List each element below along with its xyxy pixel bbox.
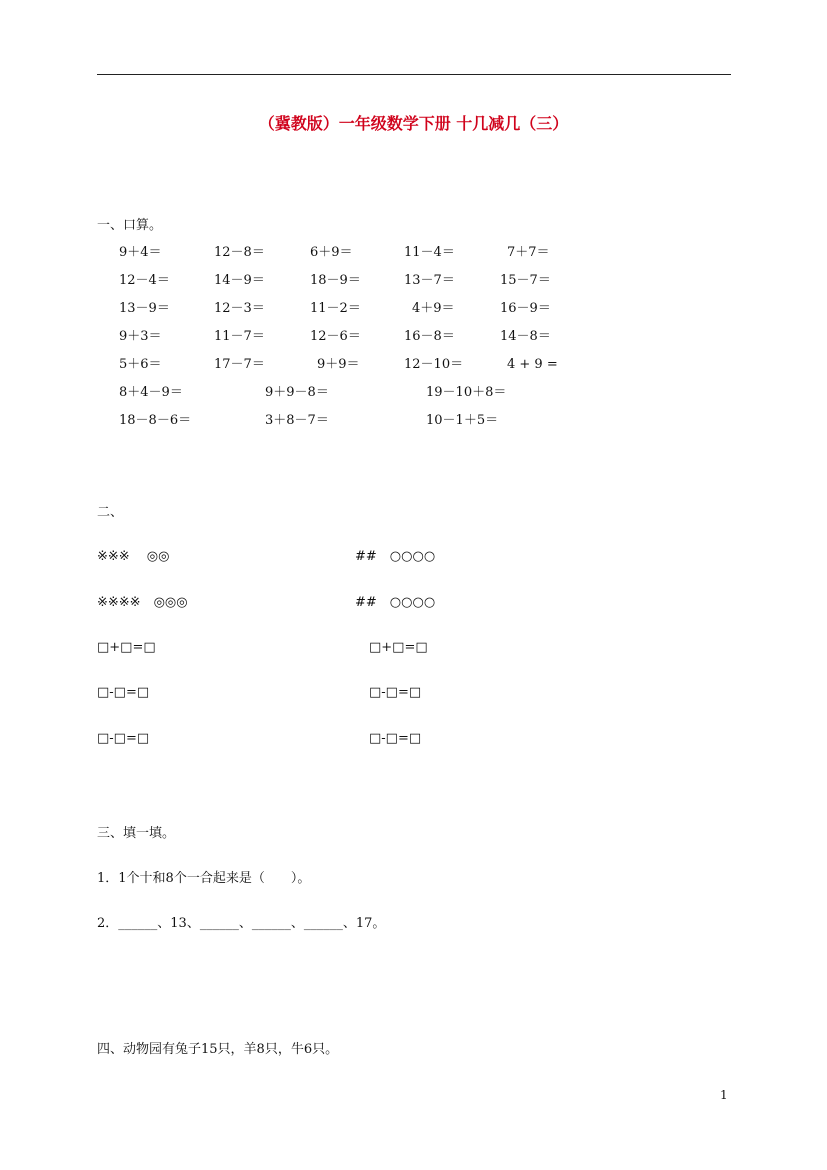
calc-item: 8＋4－9＝ <box>119 385 183 400</box>
calc-item: 4＋9＝ <box>412 301 455 316</box>
calc-item: 13－7＝ <box>404 273 455 288</box>
calc-item: 18－9＝ <box>310 273 361 288</box>
calc-item: 12－4＝ <box>119 273 170 288</box>
calc-item: 9＋4＝ <box>119 245 162 260</box>
calc-item: 18－8－6＝ <box>119 413 192 428</box>
calc-item: 5＋6＝ <box>119 357 162 372</box>
calc-item: 9＋3＝ <box>119 329 162 344</box>
document-title: （冀教版）一年级数学下册 十几减几（三） <box>258 114 569 133</box>
fill-question-1: 1．1个十和8个一合起来是（ ）。 <box>97 871 311 886</box>
calc-item: 14－8＝ <box>500 329 551 344</box>
calc-item: 9＋9＝ <box>317 357 360 372</box>
picture-group-left: ※※※※ ◎◎◎ <box>97 595 188 610</box>
page-number: 1 <box>720 1088 728 1102</box>
calc-item: 11－2＝ <box>310 301 361 316</box>
calc-item: 11－7＝ <box>214 329 265 344</box>
calc-item: 10－1＋5＝ <box>426 413 499 428</box>
equation-template: □+□=□ <box>369 640 428 655</box>
section2-heading: 二、 <box>97 505 124 520</box>
section4-heading: 四、动物园有兔子15只，羊8只，牛6只。 <box>97 1042 339 1057</box>
calc-item: 9＋9－8＝ <box>265 385 329 400</box>
equation-template: □-□=□ <box>97 731 150 746</box>
section1-heading: 一、口算。 <box>97 218 163 233</box>
section3-heading: 三、填一填。 <box>97 826 176 841</box>
calc-item: 12－3＝ <box>214 301 265 316</box>
calc-item: 17－7＝ <box>214 357 265 372</box>
calc-item: 14－9＝ <box>214 273 265 288</box>
calc-item: 6＋9＝ <box>310 245 353 260</box>
equation-template: □+□=□ <box>97 640 156 655</box>
calc-item: 15－7＝ <box>500 273 551 288</box>
calc-item: 12－8＝ <box>214 245 265 260</box>
calc-item: 13－9＝ <box>119 301 170 316</box>
calc-item: 3＋8－7＝ <box>265 413 329 428</box>
fill-question-2: 2．______、13、______、______、______、17。 <box>97 916 386 931</box>
calc-item: 12－6＝ <box>310 329 361 344</box>
calc-item: 11－4＝ <box>404 245 455 260</box>
header-rule <box>97 74 731 75</box>
equation-template: □-□=□ <box>97 685 150 700</box>
picture-group-right: ## ○○○○ <box>355 549 436 564</box>
equation-template: □-□=□ <box>369 731 422 746</box>
calc-item: 7＋7＝ <box>507 245 550 260</box>
equation-template: □-□=□ <box>369 685 422 700</box>
calc-item: 16－8＝ <box>404 329 455 344</box>
picture-group-right: ## ○○○○ <box>355 595 436 610</box>
calc-item: 16－9＝ <box>500 301 551 316</box>
calc-item: 4 + 9 = <box>507 357 558 372</box>
picture-group-left: ※※※ ◎◎ <box>97 549 170 564</box>
calc-item: 12－10＝ <box>404 357 464 372</box>
calc-item: 19－10＋8＝ <box>426 385 507 400</box>
